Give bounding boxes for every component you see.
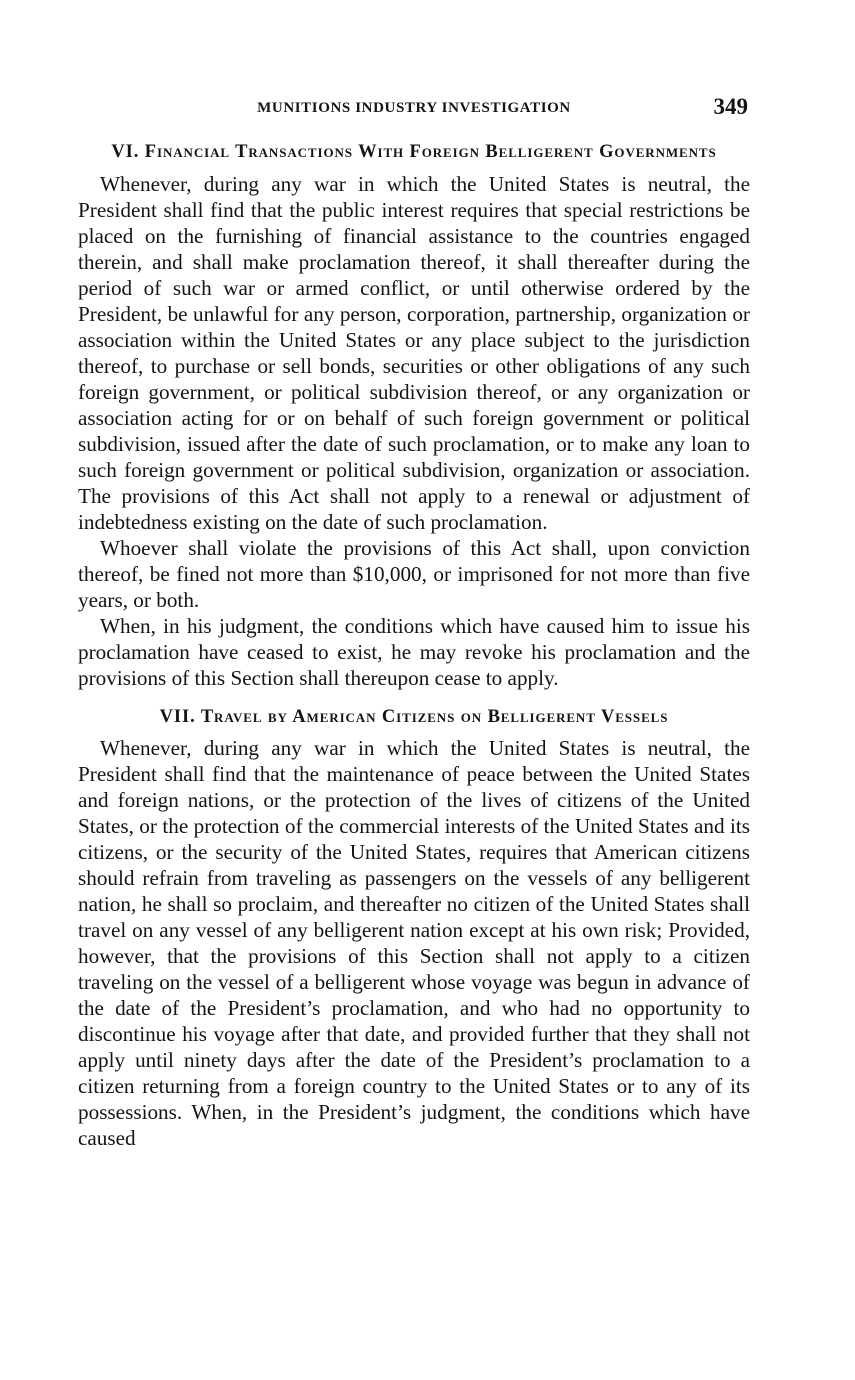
section-vi-heading: VI. Financial Transactions With Foreign Belligerent Governments bbox=[111, 142, 717, 162]
running-title: MUNITIONS INDUSTRY INVESTIGATION bbox=[257, 100, 571, 116]
running-head bbox=[78, 92, 750, 126]
section-vii-heading: VII. Travel by American Citizens on Belligerent Vessels bbox=[159, 707, 669, 727]
paragraph: Whenever, during any war in which the United States is neutral, the President shall find that the maintenance of peace between the United States and foreign nations, or the protection of the lives of citizens of the United States, or the protection of the commercial interests of the United States and its citizens, or the security of the United States, requires that American citizens should refrain from traveling as passengers on the vessels of any belligerent nation, he shall so proclaim, and thereafter no citizen of the United States shall travel on any vessel of any belligerent nation except at his own risk; Provided, however, that the provisions of this Section shall not apply to a citizen traveling on the vessel of a belligerent whose voyage was begun in advance of the date of the President’s proclamation, and who had no opportunity to discontinue his voyage after that date, and provided further that they shall not apply until ninety days after the date of the President’s proclamation to a citizen returning from a foreign country to the United States or to any of its possessions. When, in the President’s judgment, the conditions which have caused bbox=[78, 736, 750, 1150]
paragraph: Whoever shall violate the provisions of this Act shall, upon conviction thereof, be fined not more than $10,000, or imprisoned for not more than five years, or both. bbox=[78, 536, 750, 612]
section-vii bbox=[78, 705, 750, 1151]
paragraph: Whenever, during any war in which the United States is neutral, the President shall find that the public interest requires that special restrictions be placed on the furnishing of financial assistance to the countries engaged therein, and shall make proclamation thereof, it shall thereafter during the period of such war or armed conflict, or until otherwise ordered by the President, be unlawful for any person, corporation, partnership, organization or association within the United States or any place subject to the jurisdiction thereof, to purchase or sell bonds, securities or other obligations of any such foreign government, or political subdivision thereof, or any organization or association acting for or on behalf of such foreign government or political subdivision, issued after the date of such proclamation, or to make any loan to such foreign government or political subdivision, organization or association. The provisions of this Act shall not apply to a renewal or adjustment of indebtedness existing on the date of such proclamation. bbox=[78, 172, 750, 534]
section-vi-body bbox=[78, 171, 750, 691]
document-page bbox=[78, 92, 750, 1151]
paragraph: When, in his judgment, the conditions which have caused him to issue his proclamation have ceased to exist, he may revoke his proclamation and the provisions of this Section shall thereupon cease to apply. bbox=[78, 614, 750, 690]
page-number: 349 bbox=[713, 94, 748, 119]
section-vi bbox=[78, 140, 750, 691]
section-vii-body bbox=[78, 735, 750, 1151]
